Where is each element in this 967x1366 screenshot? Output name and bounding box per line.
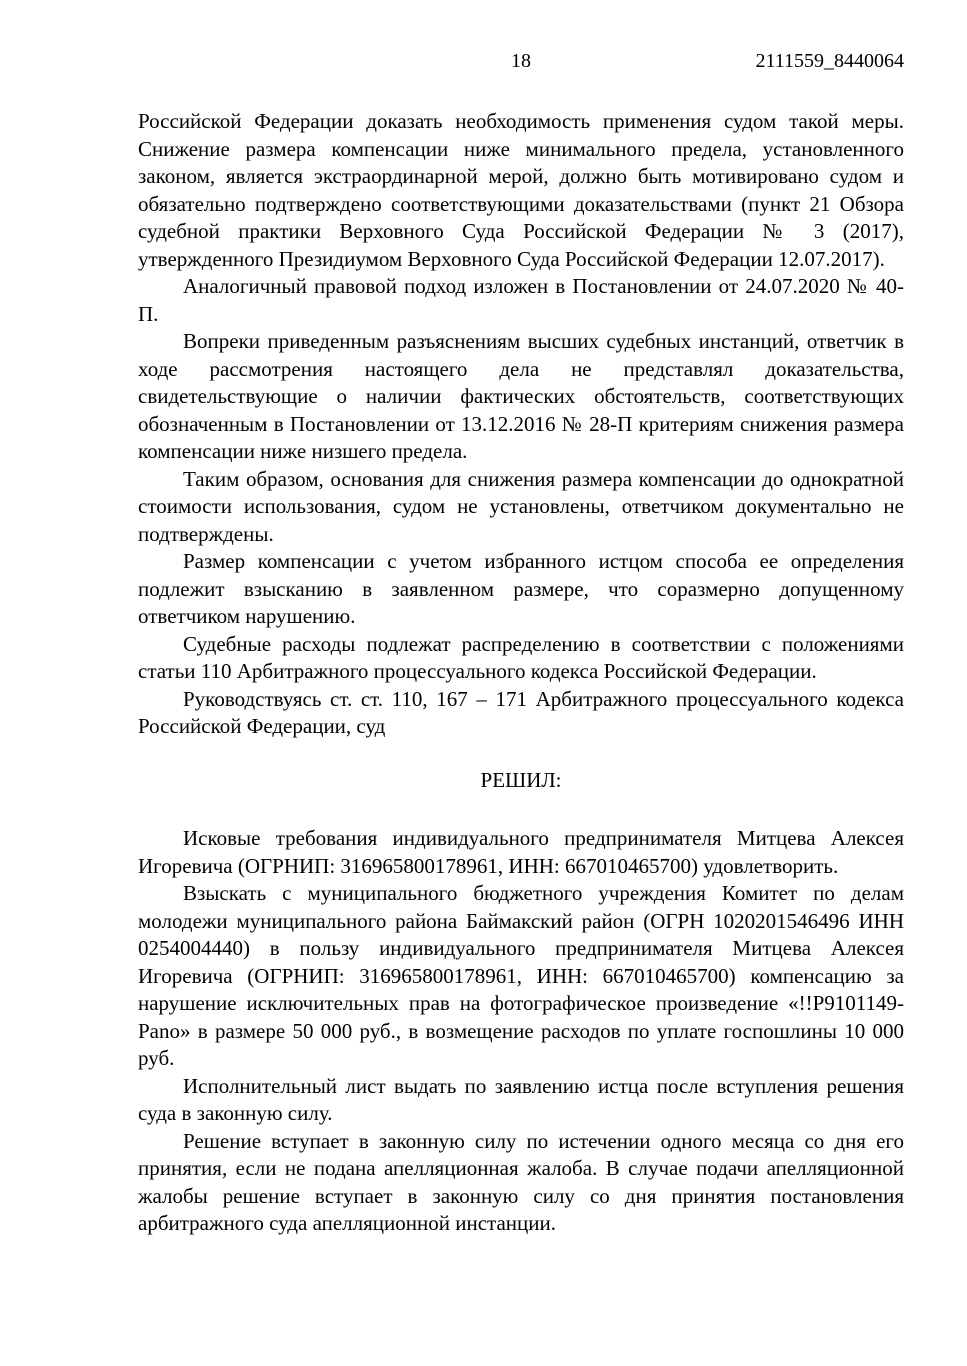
paragraph: Руководствуясь ст. ст. 110, 167 – 171 Арбитражного процессуального кодекса Российской Федерации, суд: [138, 686, 904, 738]
paragraph-resolution: Исполнительный лист выдать по заявлению истца после вступления решения суда в законную силу.: [138, 1073, 904, 1125]
paragraph: Вопреки приведенным разъяснениям высших судебных инстанций, ответчик в ходе рассмотрения настоящего дела не представлял доказательства, свидетельствующие о наличии фактических обстоятельств, соответствующих обозначенным в Постановлении от 13.12.2016 № 28-П критериям снижения размера компенсации ниже низшего предела.: [138, 329, 904, 463]
paragraph-continuation: Российской Федерации доказать необходимость применения судом такой меры. Снижение размера компенсации ниже минимального предела, установленного законом, является экстраординарной мерой, должно быть мотивировано судом и обязательно подтверждено соответствующими доказательствами (пункт 21 Обзора судебной практики Верховного Суда Российской Федерации № 3 (2017), утвержденного Президиумом Верховного Суда Российской Федерации 12.07.2017).: [138, 109, 904, 271]
page-header: [138, 48, 904, 75]
document-body: [138, 108, 904, 1238]
document-id: 2111559_8440064: [755, 50, 904, 72]
page-number: 18: [511, 50, 531, 72]
paragraph: Судебные расходы подлежат распределению в соответствии с положениями статьи 110 Арбитражного процессуального кодекса Российской Федерации.: [138, 631, 904, 683]
paragraph-resolution: Решение вступает в законную силу по истечении одного месяца со дня его принятия, если не подана апелляционная жалоба. В случае подачи апелляционной жалобы решение вступает в законную силу со дня принятия постановления арбитражного суда апелляционной инстанции.: [138, 1128, 904, 1235]
paragraph: Аналогичный правовой подход изложен в Постановлении от 24.07.2020 № 40-П.: [138, 274, 904, 326]
paragraph: Таким образом, основания для снижения размера компенсации до однократной стоимости использования, судом не установлены, ответчиком документально не подтверждены.: [138, 466, 904, 546]
paragraph-resolution: Взыскать с муниципального бюджетного учреждения Комитет по делам молодежи муниципального района Баймакский район (ОГРН 1020201546496 ИНН 0254004440) в пользу индивидуального предпринимателя Митцева Алексея Игоревича (ОГРНИП: 316965800178961, ИНН: 667010465700) компенсацию за нарушение исключительных прав на фотографическое произведение «!!P9101149-Pano» в размере 50 000 руб., в возмещение расходов по уплате госпошлины 10 000 руб.: [138, 881, 904, 1070]
resolution-heading: РЕШИЛ:: [480, 767, 562, 792]
paragraph: Размер компенсации с учетом избранного истцом способа ее определения подлежит взысканию в заявленном размере, что соразмерно допущенному ответчиком нарушению.: [138, 549, 904, 628]
paragraph-resolution: Исковые требования индивидуального предпринимателя Митцева Алексея Игоревича (ОГРНИП: 316965800178961, ИНН: 667010465700) удовлетворить.: [138, 826, 904, 878]
